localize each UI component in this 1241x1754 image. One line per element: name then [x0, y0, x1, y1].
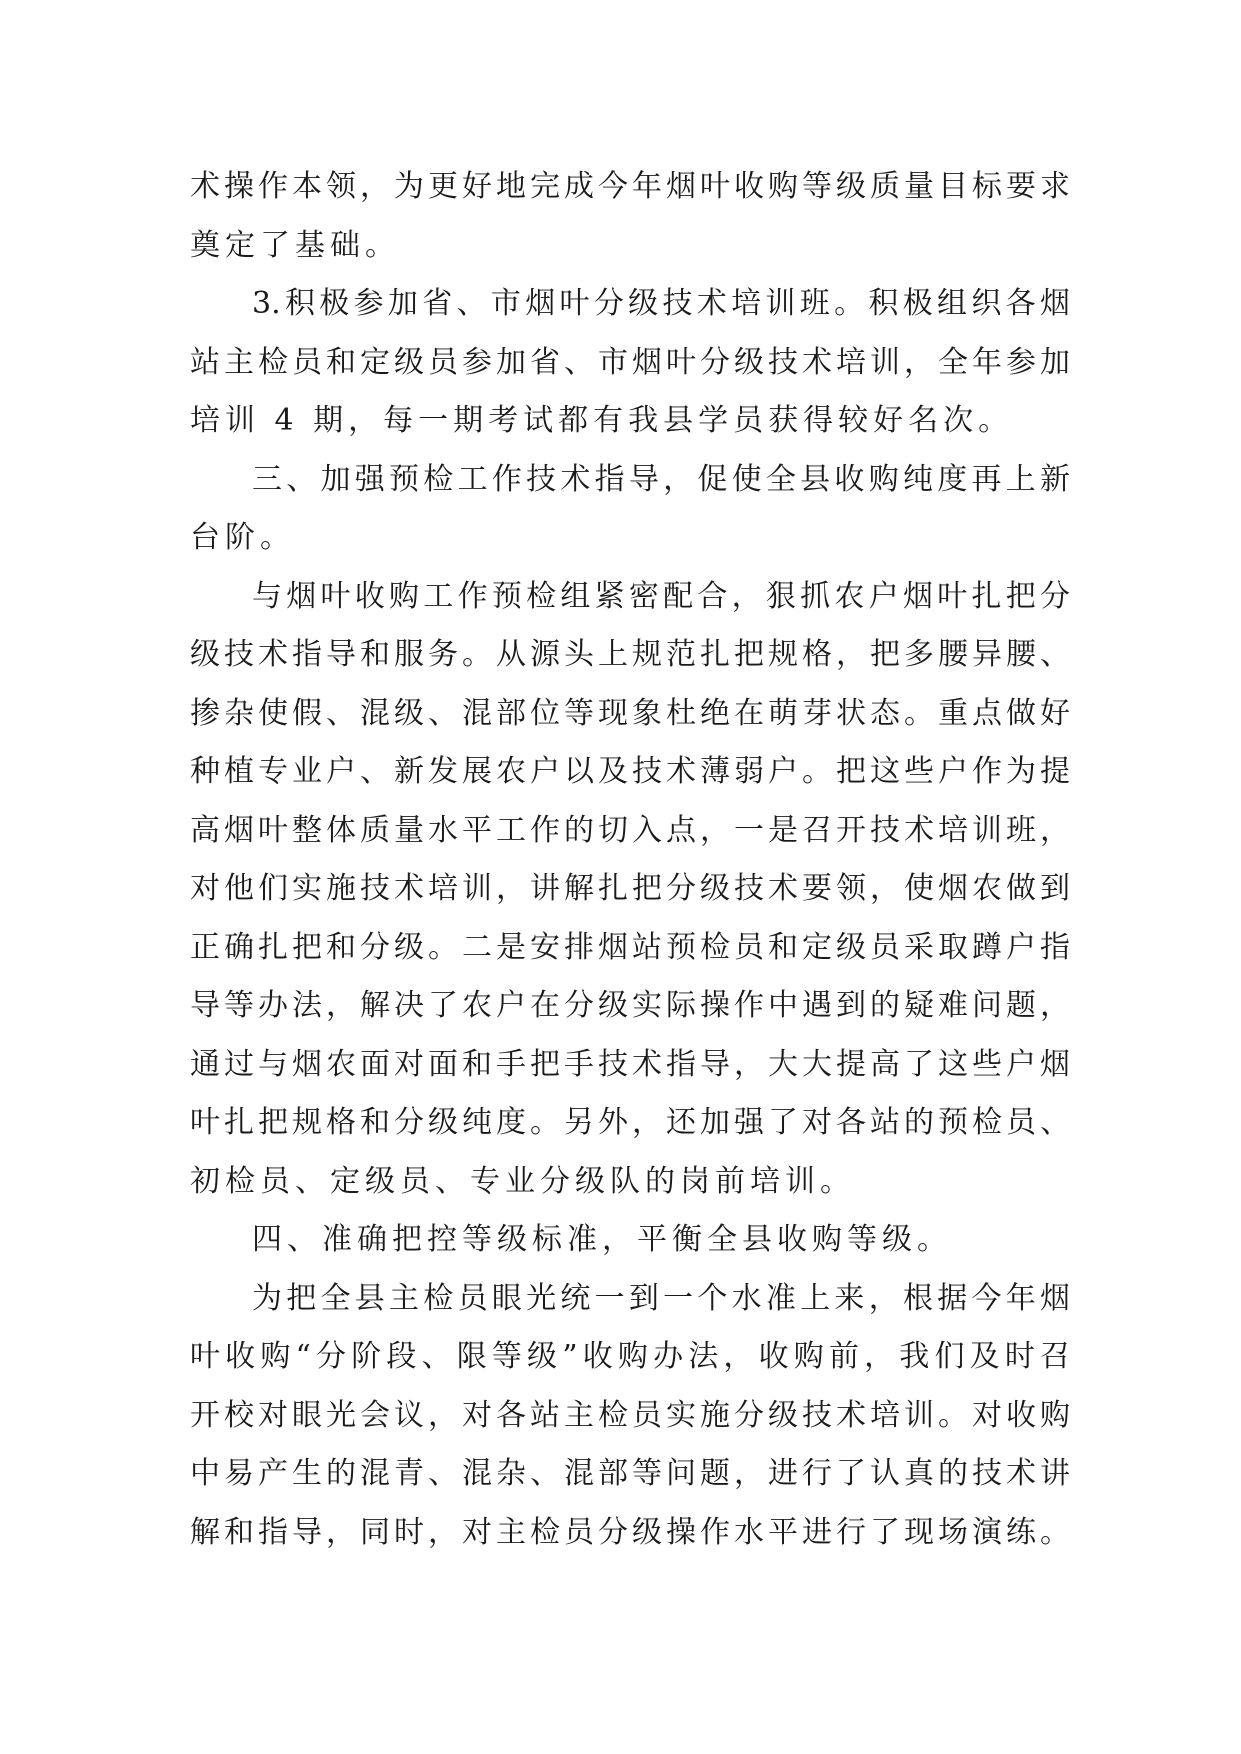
text-line: 台阶。 — [190, 520, 295, 555]
text-line: 3.积极参加省、市烟叶分级技术培训班。积极组织各烟 — [252, 286, 1070, 321]
text-line: 培训 4 期，每一期考试都有我县学员获得较好名次。 — [190, 403, 1014, 438]
text-line: 站主检员和定级员参加省、市烟叶分级技术培训，全年参加 — [190, 344, 1070, 380]
text-line: 对他们实施技术培训，讲解扎把分级技术要领，使烟农做到 — [190, 871, 1070, 906]
text-line: 解和指导，同时，对主检员分级操作水平进行了现场演练。 — [190, 1514, 1070, 1550]
text-line: 叶收购“分阶段、限等级”收购办法，收购前，我们及时召 — [190, 1339, 1070, 1374]
text-line: 级技术指导和服务。从源头上规范扎把规格，把多腰异腰、 — [190, 637, 1070, 672]
text-line: 三、加强预检工作技术指导，促使全县收购纯度再上新 — [252, 461, 1070, 497]
text-line: 奠定了基础。 — [190, 227, 400, 263]
text-line: 初检员、定级员、专业分级队的岗前培训。 — [190, 1163, 855, 1199]
text-line: 四、准确把控等级标准，平衡全县收购等级。 — [252, 1222, 952, 1257]
text-line: 中易产生的混青、混杂、混部等问题，进行了认真的技术讲 — [190, 1456, 1070, 1491]
text-line: 通过与烟农面对面和手把手技术指导，大大提高了这些户烟 — [190, 1046, 1070, 1082]
text-line: 正确扎把和分级。二是安排烟站预检员和定级员采取蹲户指 — [190, 929, 1070, 965]
text-line: 高烟叶整体质量水平工作的切入点，一是召开技术培训班， — [190, 812, 1070, 848]
text-line: 开校对眼光会议，对各站主检员实施分级技术培训。对收购 — [190, 1397, 1070, 1433]
body-text — [190, 158, 1070, 1562]
text-line: 与烟叶收购工作预检组紧密配合，狠抓农户烟叶扎把分 — [252, 578, 1070, 614]
text-line: 导等办法，解决了农户在分级实际操作中遇到的疑难问题， — [190, 988, 1070, 1023]
text-line: 种植专业户、新发展农户以及技术薄弱户。把这些户作为提 — [190, 754, 1070, 789]
text-line: 为把全县主检员眼光统一到一个水准上来，根据今年烟 — [252, 1280, 1070, 1316]
text-line: 叶扎把规格和分级纯度。另外，还加强了对各站的预检员、 — [190, 1105, 1070, 1140]
text-line: 术操作本领，为更好地完成今年烟叶收购等级质量目标要求 — [190, 169, 1070, 204]
text-line: 掺杂使假、混级、混部位等现象杜绝在萌芽状态。重点做好 — [190, 695, 1070, 731]
